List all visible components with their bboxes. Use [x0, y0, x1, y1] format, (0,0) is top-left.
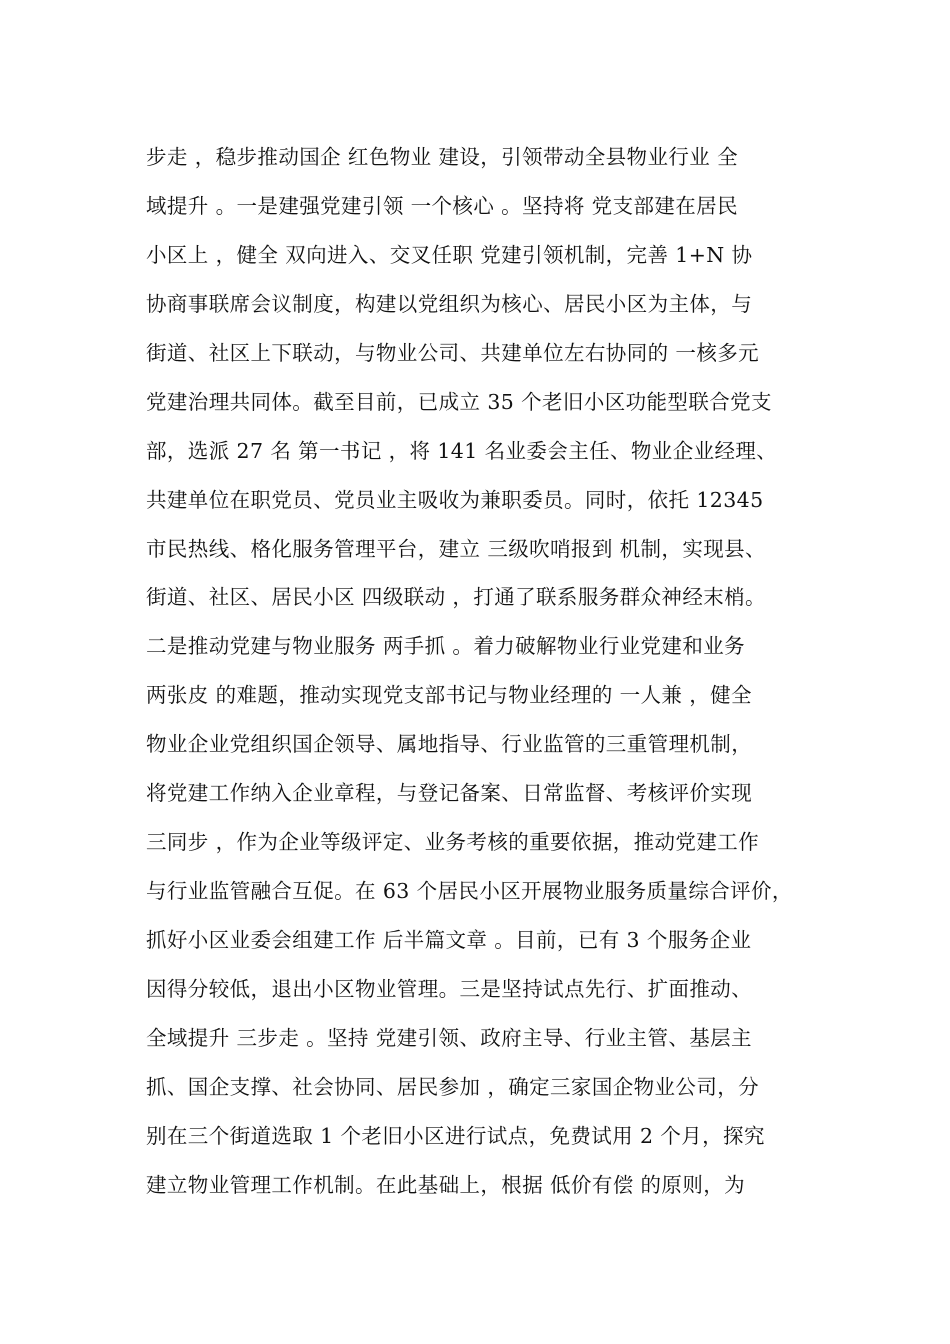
text-line-11: 二是推动党建与物业服务 两手抓 。着力破解物业行业党建和业务 [146, 634, 746, 659]
text-line-20: 抓、国企支撑、社会协同、居民参加 ，确定三家国企物业公司，分 [146, 1074, 760, 1099]
text-line-12: 两张皮 的难题，推动实现党支部书记与物业经理的 一人兼 ，健全 [146, 683, 752, 708]
text-line-22: 建立物业管理工作机制。在此基础上，根据 低价有偿 的原则，为 [146, 1172, 746, 1197]
text-line-6: 党建治理共同体。截至目前，已成立 35 个老旧小区功能型联合党支 [146, 389, 772, 414]
text-line-15: 三同步 ，作为企业等级评定、业务考核的重要依据，推动党建工作 [146, 830, 760, 855]
text-line-13: 物业企业党组织国企领导、属地指导、行业监管的三重管理机制， [146, 732, 753, 757]
text-line-1: 步走 ，稳步推动国企 红色物业 建设，引领带动全县物业行业 全 [146, 145, 738, 169]
text-line-14: 将党建工作纳入企业章程，与登记备案、日常监督、考核评价实现 [146, 781, 753, 806]
text-line-2: 域提升 。一是建强党建引领 一个核心 。坚持将 党支部建在居民 [146, 193, 738, 218]
text-line-17: 抓好小区业委会组建工作 后半篇文章 。目前，已有 3 个服务企业 [146, 928, 752, 952]
text-line-19: 全域提升 三步走 。坚持 党建引领、政府主导、行业主管、基层主 [146, 1025, 752, 1050]
text-line-9: 市民热线、格化服务管理平台，建立 三级吹哨报到 机制，实现县、 [146, 536, 766, 561]
body-text [146, 133, 826, 1210]
text-line-21: 别在三个街道选取 1 个老旧小区进行试点，免费试用 2 个月，探究 [146, 1123, 765, 1148]
text-line-8: 共建单位在职党员、党员业主吸收为兼职委员。同时，依托 12345 [146, 487, 764, 512]
text-line-5: 街道、社区上下联动，与物业公司、共建单位左右协同的 一核多元 [146, 340, 760, 365]
text-line-3: 小区上 ，健全 双向进入、交叉任职 党建引领机制，完善 1+N 协 [146, 242, 753, 267]
text-line-16: 与行业监管融合互促。在 63 个居民小区开展物业服务质量综合评价， [146, 879, 793, 904]
text-line-7: 部，选派 27 名 第一书记 ，将 141 名业委会主任、物业企业经理、 [146, 438, 778, 463]
text-line-18: 因得分较低，退出小区物业管理。三是坚持试点先行、扩面推动、 [146, 976, 753, 1001]
text-line-10: 街道、社区、居民小区 四级联动 ，打通了联系服务群众神经末梢。 [146, 585, 766, 610]
text-line-4: 协商事联席会议制度，构建以党组织为核心、居民小区为主体，与 [146, 291, 753, 316]
